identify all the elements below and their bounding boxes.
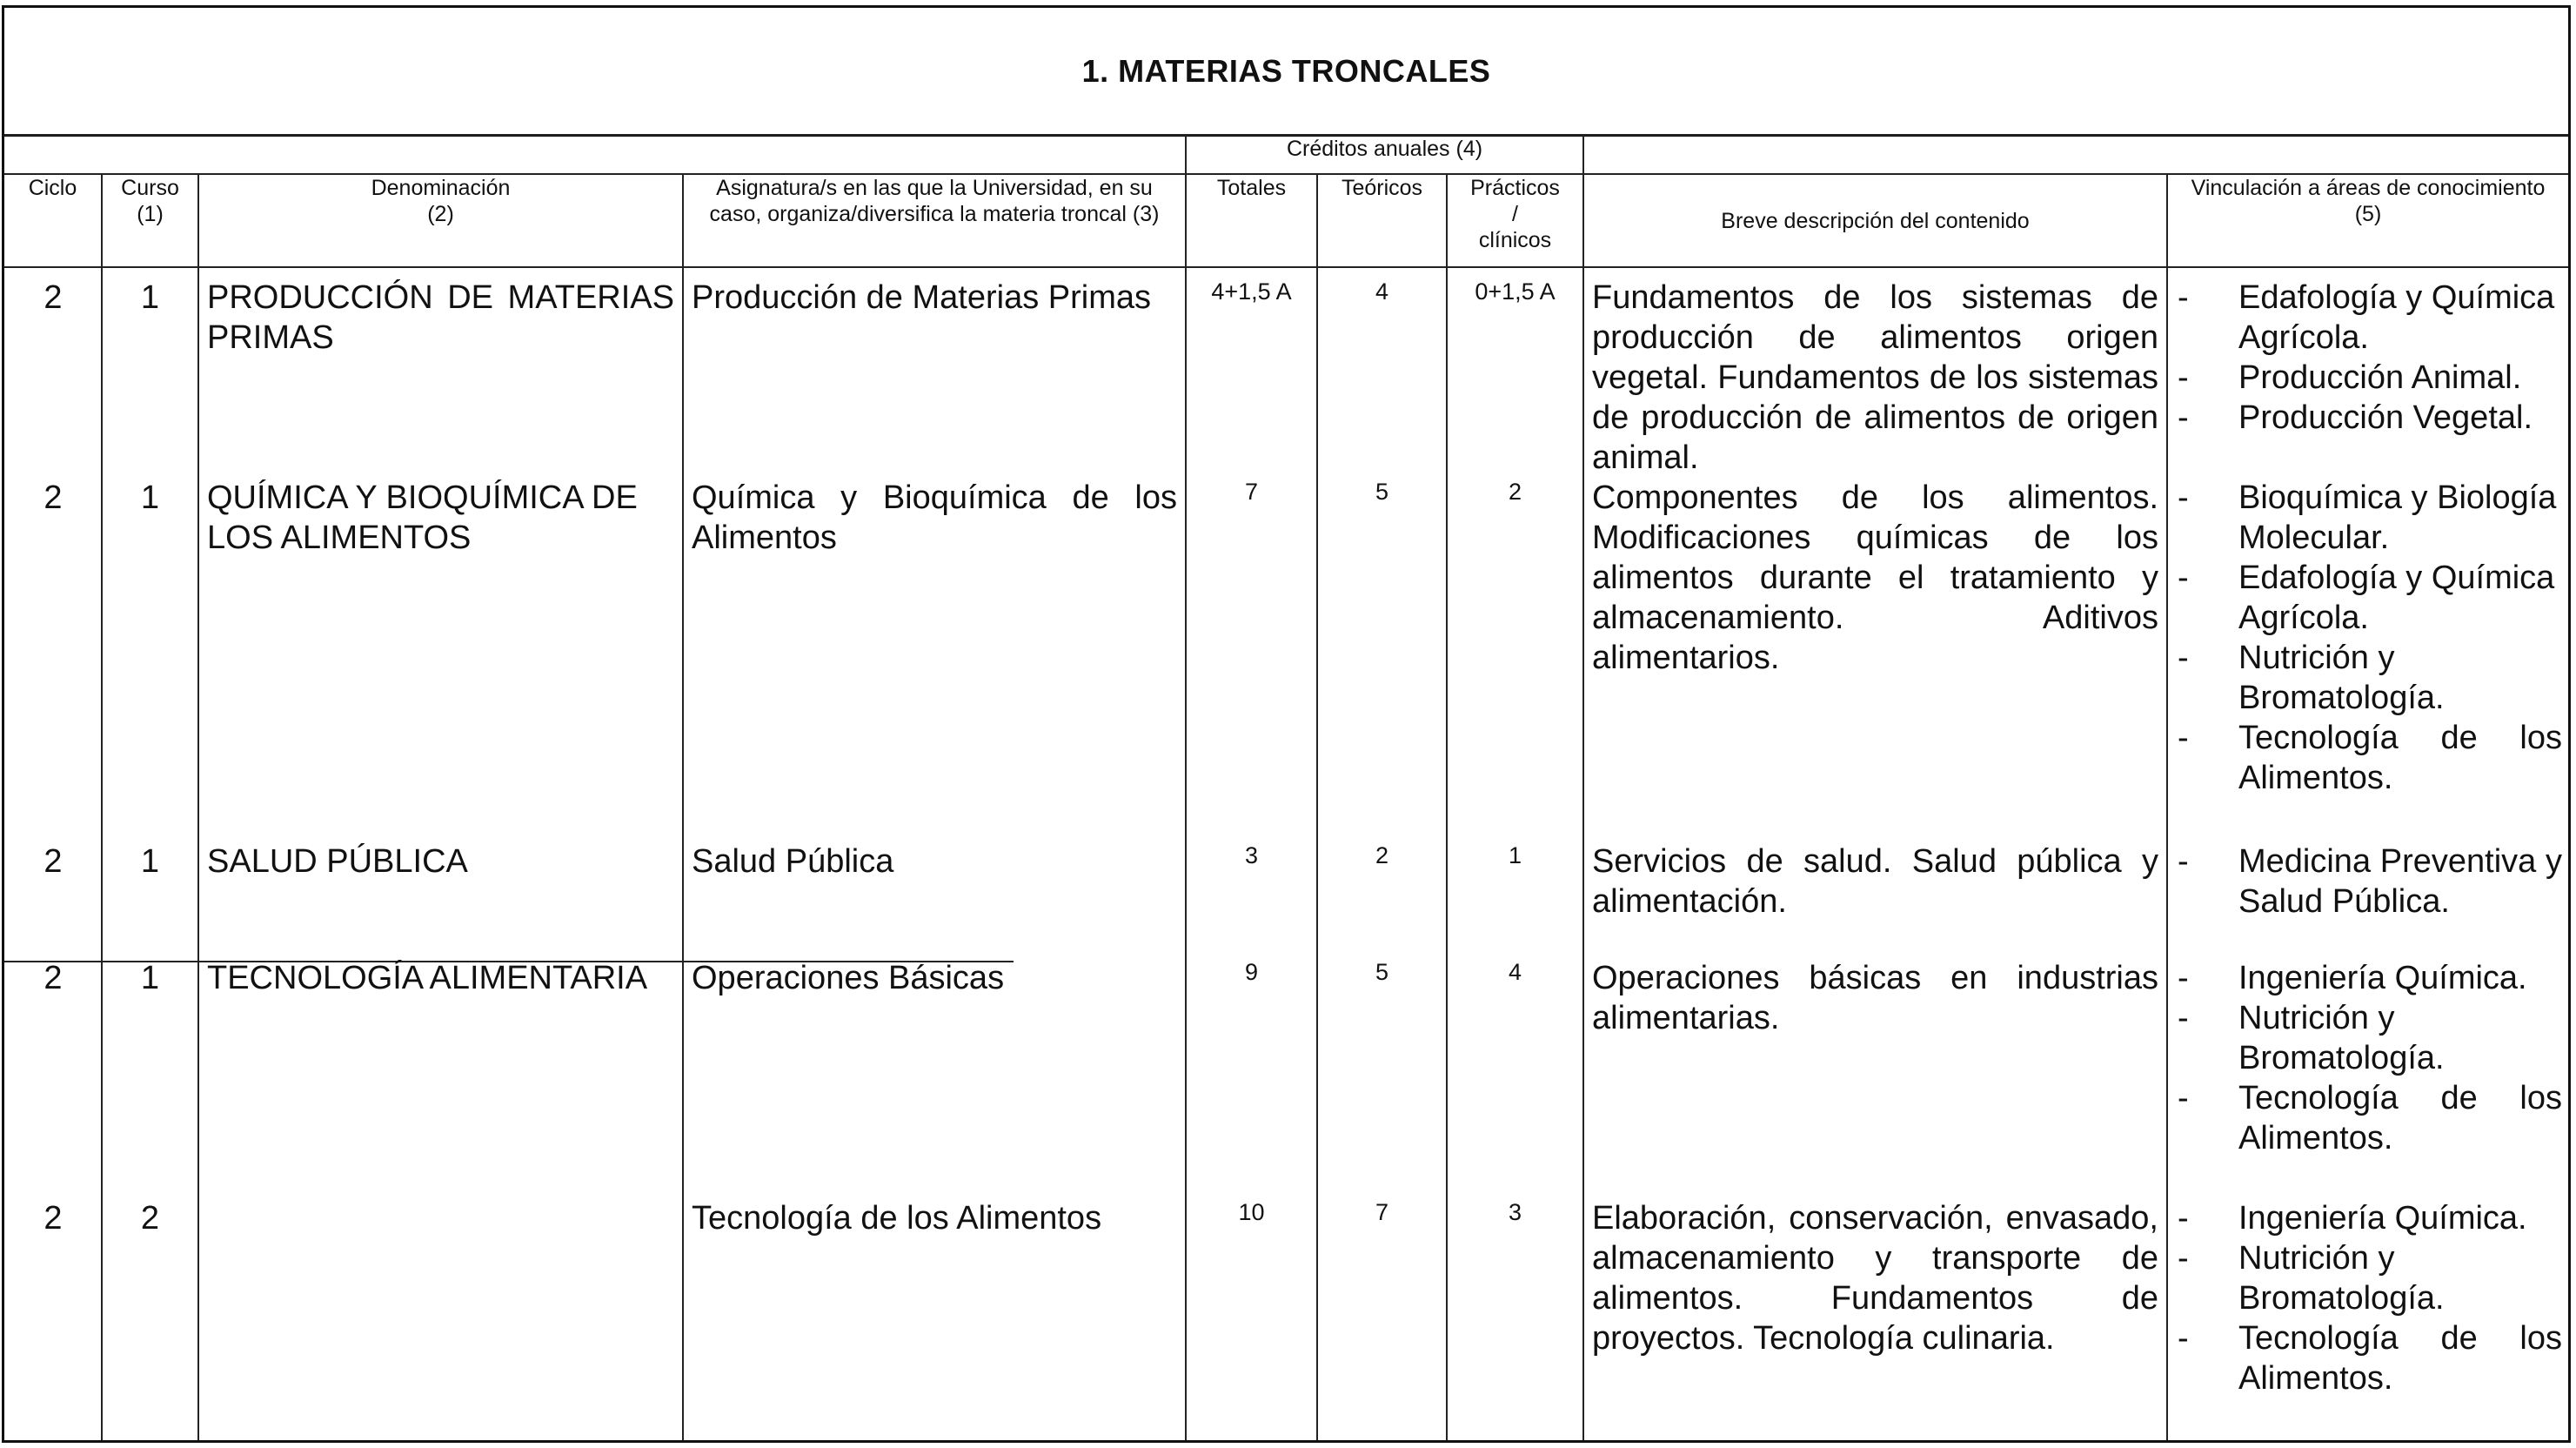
header-denominacion: Denominación (2) — [198, 174, 683, 267]
cell-totales: 10 — [1238, 1199, 1265, 1225]
header-row-main — [4, 174, 2568, 267]
cell-ciclo: 2 — [43, 960, 63, 996]
cell-curso: 1 — [140, 479, 160, 516]
cell-asignatura: Química y Bioquímica de los Alimentos — [692, 479, 1177, 556]
area-item: - Nutrición y Bromatología. — [2178, 1240, 2445, 1317]
cell-practicos: 1 — [1508, 842, 1522, 868]
cell-practicos: 3 — [1508, 1199, 1522, 1225]
cell-curso: 1 — [140, 960, 160, 996]
cell-asignatura: Tecnología de los Alimentos — [692, 1200, 1102, 1237]
cell-areas — [2167, 478, 2563, 798]
title-box — [4, 8, 2568, 137]
cell-areas — [2167, 958, 2563, 1158]
area-item: - Ingeniería Química. — [2178, 960, 2527, 996]
cell-denominacion: PRODUCCIÓN DE MATERIAS PRIMAS — [207, 279, 674, 356]
cell-totales: 9 — [1244, 959, 1259, 985]
header-ciclo: Ciclo — [4, 174, 102, 267]
header-vinculacion: Vinculación a áreas de conocimiento (5) — [2167, 174, 2568, 267]
cell-areas — [2167, 1198, 2563, 1398]
area-item: - Tecnología de los Alimentos. — [2178, 1080, 2562, 1156]
cell-teoricos: 5 — [1375, 479, 1389, 505]
area-item: - Tecnología de los Alimentos. — [2178, 720, 2562, 796]
cell-ciclo: 2 — [43, 279, 63, 316]
area-item: - Tecnología de los Alimentos. — [2178, 1320, 2562, 1397]
cell-curso: 1 — [140, 843, 160, 880]
cell-practicos: 2 — [1508, 479, 1522, 505]
cell-curso: 1 — [140, 279, 160, 316]
cell-denominacion: QUÍMICA Y BIOQUÍMICA DE LOS ALIMENTOS — [207, 479, 638, 556]
document-frame — [2, 5, 2571, 1443]
cell-curso: 2 — [140, 1200, 160, 1237]
header-row-top — [4, 135, 2568, 174]
cell-descripcion: Componentes de los alimentos. Modificaciones químicas de los alimentos durante el tratamiento y almacenamiento. Aditivos alimentarios. — [1592, 479, 2158, 676]
cell-ciclo: 2 — [43, 1200, 63, 1237]
area-item: - Medicina Preventiva y Salud Pública. — [2178, 843, 2562, 920]
page-title: 1. MATERIAS TRONCALES — [1081, 52, 1491, 89]
cell-teoricos: 2 — [1375, 842, 1389, 868]
cell-totales: 4+1,5 A — [1211, 278, 1292, 305]
cell-totales: 3 — [1244, 842, 1259, 868]
area-item: - Edafología y Química Agrícola. — [2178, 560, 2555, 636]
cell-denominacion: SALUD PÚBLICA — [207, 843, 468, 880]
area-item: - Ingeniería Química. — [2178, 1200, 2527, 1237]
cell-teoricos: 5 — [1375, 959, 1389, 985]
area-item: - Bioquímica y Biología Molecular. — [2178, 479, 2557, 556]
area-item: - Nutrición y Bromatología. — [2178, 640, 2445, 716]
cell-ciclo: 2 — [43, 479, 63, 516]
cell-descripcion: Fundamentos de los sistemas de producción de alimentos origen vegetal. Fundamentos de los sistemas de producción de alimentos de origen animal. — [1592, 279, 2158, 476]
cell-teoricos: 7 — [1375, 1199, 1389, 1225]
cell-asignatura: Operaciones Básicas — [692, 960, 1005, 996]
cell-teoricos: 4 — [1375, 278, 1389, 305]
header-practicos: Prácticos / clínicos — [1447, 174, 1583, 267]
header-totales: Totales — [1186, 174, 1317, 267]
cell-denominacion: TECNOLOGÍA ALIMENTARIA — [207, 960, 648, 996]
header-curso: Curso (1) — [102, 174, 198, 267]
header-teoricos: Teóricos — [1317, 174, 1447, 267]
cell-practicos: 0+1,5 A — [1475, 278, 1556, 305]
cell-ciclo: 2 — [43, 843, 63, 880]
cell-asignatura: Producción de Materias Primas — [692, 279, 1151, 316]
area-item: - Producción Animal. — [2178, 359, 2522, 396]
cell-areas — [2167, 278, 2563, 438]
cell-descripcion: Operaciones básicas en industrias alimentarias. — [1592, 960, 2158, 1036]
cell-totales: 7 — [1244, 479, 1259, 505]
cell-descripcion: Servicios de salud. Salud pública y alimentación. — [1592, 843, 2158, 920]
header-descripcion: Breve descripción del contenido — [1583, 174, 2167, 267]
header-asignatura: Asignatura/s en las que la Universidad, en su caso, organiza/diversifica la materia troncal (3) — [683, 174, 1186, 267]
header-creditos-group: Créditos anuales (4) — [1186, 135, 1583, 174]
header-spacer — [4, 135, 1186, 174]
header-spacer-right — [1583, 135, 2568, 174]
cell-areas — [2167, 841, 2563, 922]
area-item: - Nutrición y Bromatología. — [2178, 1000, 2445, 1076]
cell-descripcion: Elaboración, conservación, envasado, almacenamiento y transporte de alimentos. Fundamentos de proyectos. Tecnología culinaria. — [1592, 1200, 2158, 1357]
area-item: - Edafología y Química Agrícola. — [2178, 279, 2555, 356]
cell-practicos: 4 — [1508, 959, 1522, 985]
cell-asignatura: Salud Pública — [692, 843, 894, 880]
area-item: - Producción Vegetal. — [2178, 399, 2533, 436]
